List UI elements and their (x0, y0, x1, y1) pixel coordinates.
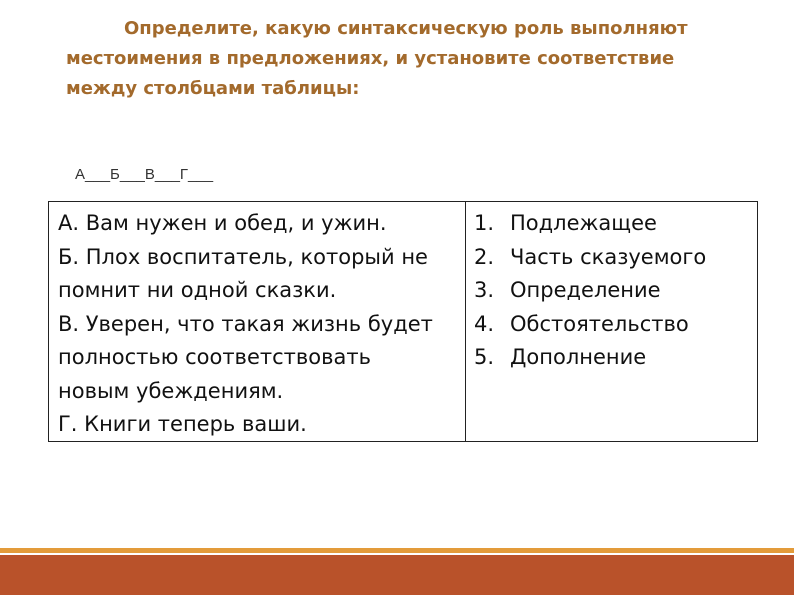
answer-template: А___Б___В___Г___ (75, 166, 214, 183)
role-number: 2. (474, 244, 495, 269)
role-label: Подлежащее (510, 211, 657, 235)
sentences-column (49, 202, 466, 441)
roles-column (466, 202, 757, 441)
sentence-line: новым убеждениям. (58, 378, 284, 403)
role-option (474, 207, 757, 241)
matching-table (48, 201, 758, 442)
task-heading-line: местоимения в предложениях, и установите соответствие (66, 48, 675, 69)
role-option (474, 241, 757, 275)
role-label: Определение (510, 278, 661, 302)
sentence-line: Б. Плох воспитатель, который не (58, 244, 428, 269)
role-option (474, 274, 757, 308)
role-label: Обстоятельство (510, 311, 689, 336)
sentence-line: полностью соответствовать (58, 345, 371, 369)
role-option (474, 308, 757, 342)
footer-stripe (0, 548, 794, 553)
role-number: 4. (474, 311, 495, 336)
role-label: Дополнение (510, 345, 647, 369)
role-number: 1. (474, 211, 495, 235)
sentence-line: А. Вам нужен и обед, и ужин. (58, 211, 387, 235)
role-option (474, 341, 757, 375)
task-heading-line: между столбцами таблицы: (66, 78, 360, 99)
role-number: 3. (474, 278, 495, 302)
sentence-line: Г. Книги теперь ваши. (58, 412, 307, 436)
sentence-line: помнит ни одной сказки. (58, 278, 337, 302)
sentence-line: В. Уверен, что такая жизнь будет (58, 311, 433, 336)
task-heading (66, 14, 746, 104)
role-number: 5. (474, 345, 495, 369)
footer-bar (0, 555, 794, 595)
task-heading-line: Определите, какую синтаксическую роль выполняют (124, 18, 688, 39)
role-label: Часть сказуемого (510, 244, 707, 269)
